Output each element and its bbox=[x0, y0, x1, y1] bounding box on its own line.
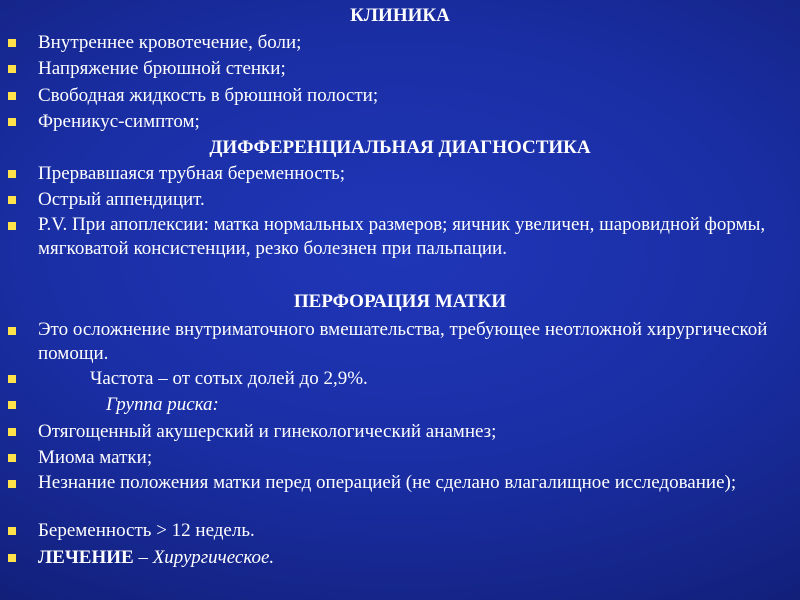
perforation-item-text: Частота – от сотых долей до 2,9%. bbox=[90, 368, 368, 389]
bullet-icon bbox=[8, 554, 16, 562]
bullet-icon bbox=[8, 428, 16, 436]
perforation-item-text: Это осложнение внутриматочного вмешательства, требующее неотложной хирургической помощи. bbox=[38, 319, 768, 364]
perforation-item-text: Незнание положения матки перед операцией (не сделано влагалищное исследование); bbox=[38, 472, 737, 493]
treatment-dash: – bbox=[133, 547, 153, 568]
bullet-icon bbox=[8, 92, 16, 100]
treatment-text bbox=[38, 545, 274, 571]
bullet-icon bbox=[8, 527, 16, 535]
bullet-icon bbox=[8, 401, 16, 409]
clinic-item-text: Напряжение брюшной стенки; bbox=[38, 58, 286, 79]
perforation-item-text: Беременность > 12 недель. bbox=[38, 520, 255, 541]
clinic-item-text: Френикус-симптом; bbox=[38, 111, 200, 132]
diff-item-text: P.V. При апоплексии: матка нормальных размеров; яичник увеличен, шаровидной формы, мягковатой консистенции, резко болезнен при пальпации. bbox=[38, 214, 766, 259]
diff-item-text: Прервавшаяся трубная беременность; bbox=[38, 163, 346, 184]
bullet-icon bbox=[8, 196, 16, 204]
bullet-icon bbox=[8, 327, 16, 335]
perforation-item-text: Отягощенный акушерский и гинекологический анамнез; bbox=[38, 421, 497, 442]
bullet-icon bbox=[8, 222, 16, 230]
bullet-icon bbox=[8, 39, 16, 47]
treatment-label: ЛЕЧЕНИЕ bbox=[38, 547, 134, 568]
perforation-item-text: Миома матки; bbox=[38, 447, 153, 468]
clinic-item-text: Свободная жидкость в брюшной полости; bbox=[38, 85, 379, 106]
bullet-icon bbox=[8, 375, 16, 383]
bullet-icon bbox=[8, 118, 16, 126]
bullet-icon bbox=[8, 170, 16, 178]
bullet-icon bbox=[8, 480, 16, 488]
perforation-heading: ПЕРФОРАЦИЯ МАТКИ bbox=[293, 291, 507, 312]
risk-group-label: Группа риска: bbox=[106, 394, 219, 415]
diff-item-text: Острый аппендицит. bbox=[38, 189, 205, 210]
diff-heading: ДИФФЕРЕНЦИАЛЬНАЯ ДИАГНОСТИКА bbox=[209, 137, 591, 158]
clinic-item-text: Внутреннее кровотечение, боли; bbox=[38, 32, 302, 53]
bullet-icon bbox=[8, 65, 16, 73]
bullet-icon bbox=[8, 454, 16, 462]
treatment-value: Хирургическое. bbox=[152, 547, 275, 568]
clinic-heading: КЛИНИКА bbox=[350, 5, 450, 26]
